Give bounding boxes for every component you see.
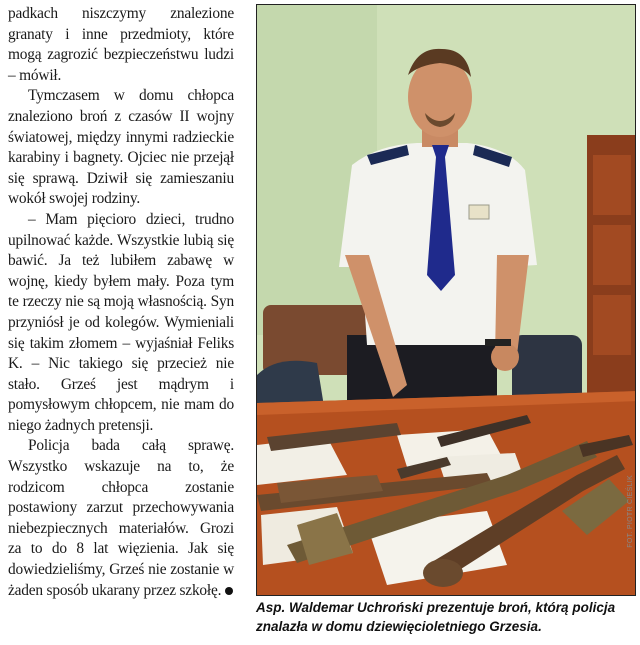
end-of-article-mark [225,587,233,595]
article-paragraph-last [8,436,234,601]
article-paragraph: – Mam pięcioro dzieci, trudno upilnować każde. Wszystkie lubią się bawić. Ja też lubiłem zabawę w wojnę, kiedy byłem mały. Poza tym te rzeczy nie są moją własnością. Syn przyniósł je od kolegów. Wymieniali się takim złomem – wyjaśniał Feliks K. – Nic takiego się przecież nie stało. Grześ jest mądrym i pomysłowym chłopcem, nie mam do niego żadnych pretensji. [8,210,234,434]
article-column [8,4,234,601]
photo-credit: FOT. PIOTR CIEŚLIK [627,475,634,548]
article-paragraph: Tymczasem w domu chłopca znaleziono broń z czasów II wojny światowej, między innymi radzieckie karabiny i bagnety. Ojciec nie przejął się sprawą. Dziwił się zamieszaniu wokół swojej rodziny. [8,87,234,208]
article-paragraph: padkach niszczymy znalezione granaty i inne przedmioty, które mogą zagrozić bezpieczeństwu ludzi – mówił. [8,5,234,84]
article-paragraph-text: Policja bada całą sprawę. Wszystko wskazuje na to, że rodzicom chłopca zostanie postawiony zarzut przechowywania niebezpiecznych materiałów. Grozi za to do 8 lat więzienia. Jak się dowiedzieliśmy, Grześ nie zostanie w żaden sposób ukarany przez szkołę. [8,437,234,599]
photo-caption: Asp. Waldemar Uchroński prezentuje broń, którą policja znalazła w domu dziewięcioletniego Grzesia. [256,600,616,634]
news-photo [256,4,636,596]
photo-illustration [257,5,636,596]
